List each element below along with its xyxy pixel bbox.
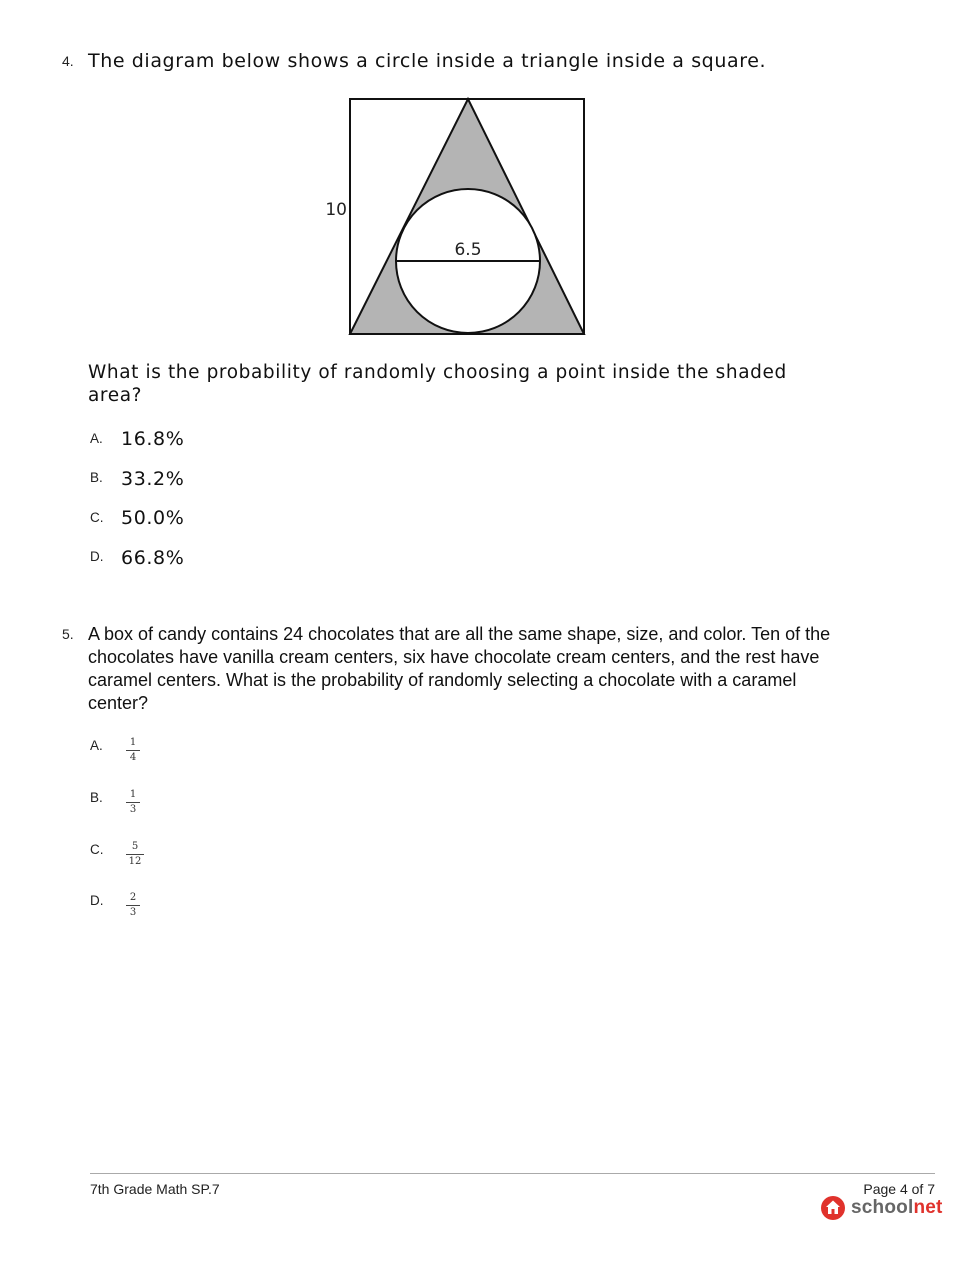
fraction-denominator: 3 xyxy=(129,907,137,918)
q5-option-c-fraction[interactable] xyxy=(126,842,144,867)
fraction-numerator: 1 xyxy=(129,789,137,800)
fraction-numerator: 5 xyxy=(131,841,139,852)
fraction-bar xyxy=(126,854,144,855)
diameter-label: 6.5 xyxy=(454,240,482,260)
q4-diagram xyxy=(320,92,595,342)
q5-number: 5. xyxy=(62,626,74,642)
fraction-numerator: 1 xyxy=(129,737,137,748)
q4-option-d-letter: D. xyxy=(90,549,104,564)
schoolnet-logo xyxy=(820,1195,943,1221)
q4-option-a-letter: A. xyxy=(90,431,103,446)
q4-number: 4. xyxy=(62,53,74,69)
fraction-bar xyxy=(126,905,140,906)
q5-option-b-letter: B. xyxy=(90,790,103,805)
fraction-bar xyxy=(126,750,140,751)
q4-question: What is the probability of randomly choosing a point inside the shaded area? xyxy=(88,362,787,406)
q4-option-b-value[interactable]: 33.2% xyxy=(121,468,185,490)
fraction-numerator: 2 xyxy=(129,892,137,903)
q4-option-d-value[interactable]: 66.8% xyxy=(121,547,185,569)
q5-option-d-fraction[interactable] xyxy=(126,893,140,918)
fraction-denominator: 4 xyxy=(129,752,137,763)
q4-option-c-letter: C. xyxy=(90,510,104,525)
q5-option-d-letter: D. xyxy=(90,893,104,908)
q5-prompt: A box of candy contains 24 chocolates that are all the same shape, size, and color. Ten of the chocolates have vanilla cream centers, six have chocolate cream centers, and the rest have caramel centers. What is the probability of randomly selecting a chocolate with a caramel center? xyxy=(88,624,831,713)
logo-text-net: net xyxy=(913,1197,943,1218)
q4-option-c-value[interactable]: 50.0% xyxy=(121,507,185,529)
fraction-bar xyxy=(126,802,140,803)
logo-text-school: school xyxy=(851,1197,914,1218)
side-length-label: 10 xyxy=(325,200,347,220)
q5-option-b-fraction[interactable] xyxy=(126,790,140,815)
q4-option-a-value[interactable]: 16.8% xyxy=(121,428,185,450)
q5-option-a-letter: A. xyxy=(90,738,103,753)
footer-title: 7th Grade Math SP.7 xyxy=(90,1181,220,1197)
house-icon xyxy=(820,1195,846,1221)
q4-prompt: The diagram below shows a circle inside a triangle inside a square. xyxy=(88,50,767,72)
fraction-denominator: 12 xyxy=(128,856,142,867)
footer-divider xyxy=(90,1173,935,1174)
q5-option-c-letter: C. xyxy=(90,842,104,857)
fraction-denominator: 3 xyxy=(129,804,137,815)
q4-option-b-letter: B. xyxy=(90,470,103,485)
q5-option-a-fraction[interactable] xyxy=(126,738,140,763)
page-indicator: Page 4 of 7 xyxy=(863,1181,935,1197)
